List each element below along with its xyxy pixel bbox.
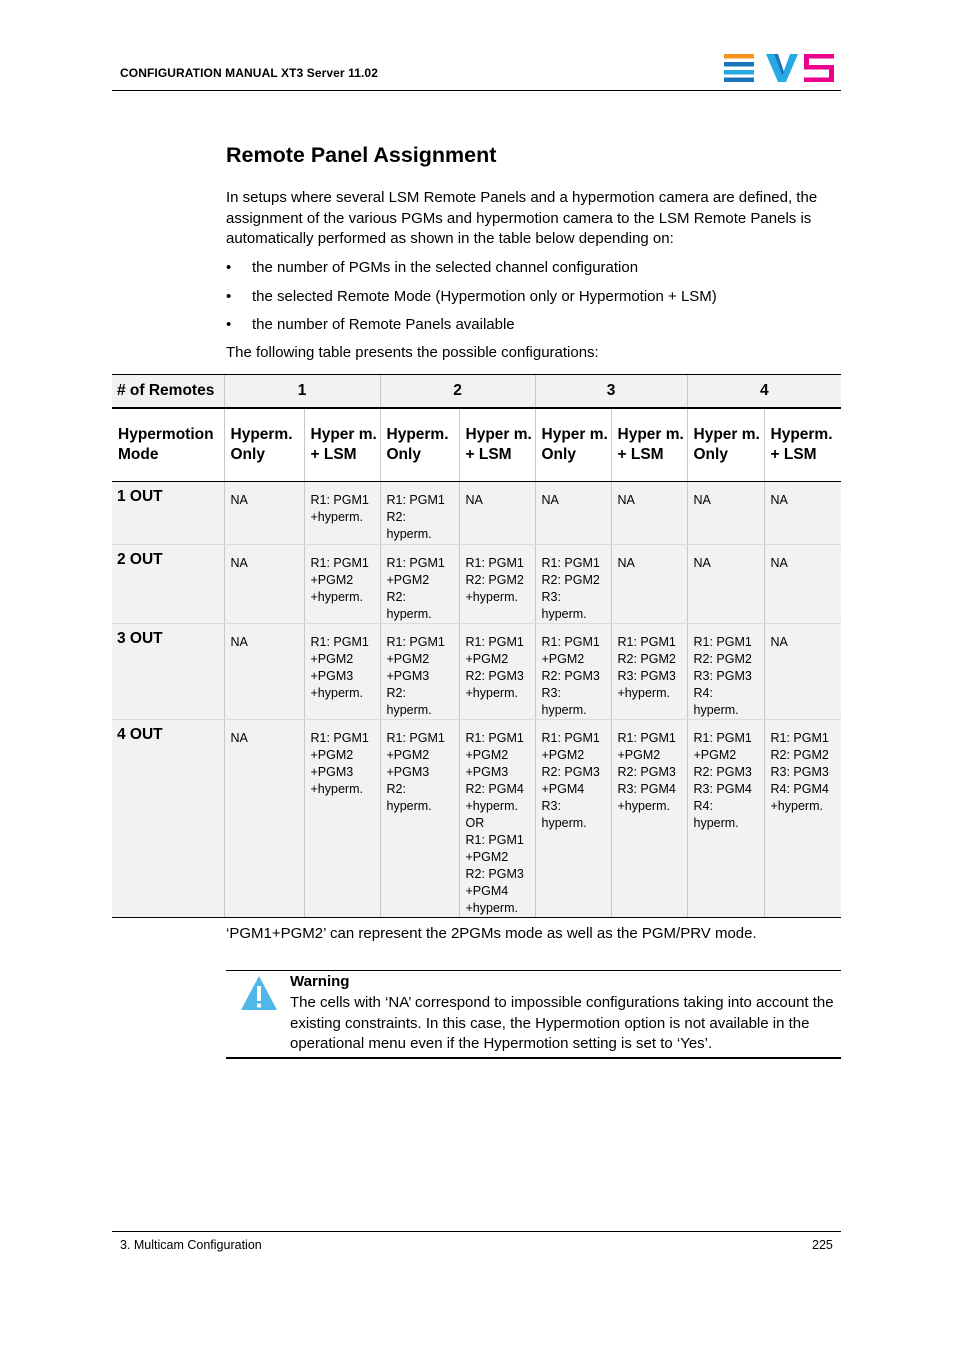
output-label: 2 OUT [112, 545, 224, 624]
footer-rule [112, 1231, 841, 1232]
cell-line: R1: PGM1 [693, 635, 752, 649]
cell-line: +PGM2 [617, 748, 661, 762]
cell-line: hyperm. [386, 607, 432, 621]
cell-line: R2: PGM2 [617, 652, 676, 666]
table-cell [224, 624, 304, 720]
cell-line: R2: PGM3 [693, 765, 752, 779]
table-cell [687, 482, 764, 545]
cell-line: R1: PGM1 [310, 493, 369, 507]
cell-line: NA [230, 493, 248, 507]
cell-line: +hyperm. [310, 686, 363, 700]
cell-line: +PGM2 [465, 748, 509, 762]
cell-line: OR [465, 816, 485, 830]
cell-line: NA [617, 556, 635, 570]
cell-line: +PGM3 [310, 669, 354, 683]
table-cell [535, 482, 611, 545]
cell-line: +PGM2 [386, 573, 430, 587]
cell-line: +PGM2 [541, 748, 585, 762]
cell-line: hyperm. [693, 816, 739, 830]
cell-line: R3: PGM3 [617, 669, 676, 683]
warning-triangle-icon [240, 974, 278, 1012]
table-cell [380, 720, 459, 918]
mode-header-cell: Hyper m. + LSM [304, 408, 380, 482]
cell-line: +hyperm. [310, 510, 363, 524]
table-cell [224, 720, 304, 918]
cell-line: +PGM3 [465, 765, 509, 779]
cell-line: R3: [541, 590, 561, 604]
remotes-count: 1 [224, 375, 380, 409]
table-row [112, 624, 841, 720]
table-cell [611, 545, 687, 624]
cell-line: NA [230, 731, 248, 745]
cell-line: R2: [386, 590, 406, 604]
cell-line: R1: PGM1 [465, 731, 524, 745]
cell-line: R1: PGM1 [310, 635, 369, 649]
table-cell [764, 720, 841, 918]
cell-line: R4: [693, 799, 713, 813]
remotes-header-row [112, 375, 841, 409]
table-cell [687, 624, 764, 720]
table-cell [459, 545, 535, 624]
configuration-table [112, 374, 841, 918]
cell-line: R2: PGM2 [541, 573, 600, 587]
page-number: 225 [812, 1238, 833, 1252]
cell-line: R1: PGM1 [386, 493, 445, 507]
cell-line: R1: PGM1 [617, 731, 676, 745]
cell-line: hyperm. [693, 703, 739, 717]
cell-line: NA [541, 493, 559, 507]
cell-line: R3: PGM4 [617, 782, 676, 796]
cell-line: +hyperm. [770, 799, 823, 813]
cell-line: R4: [693, 686, 713, 700]
table-cell [304, 545, 380, 624]
cell-line: NA [230, 635, 248, 649]
cell-line: +PGM4 [465, 884, 509, 898]
cell-line: R2: PGM3 [465, 669, 524, 683]
table-intro: The following table presents the possible configurations: [226, 344, 599, 361]
cell-line: R3: [541, 799, 561, 813]
header-title: CONFIGURATION MANUAL XT3 Server 11.02 [120, 66, 378, 80]
cell-line: hyperm. [541, 703, 587, 717]
remotes-count: 4 [687, 375, 841, 409]
cell-line: +hyperm. [617, 686, 670, 700]
mode-header-cell: Hyper m. + LSM [459, 408, 535, 482]
table-row [112, 545, 841, 624]
cell-line: R2: [386, 510, 406, 524]
cell-line: R2: PGM3 [541, 669, 600, 683]
footer-section: 3. Multicam Configuration [120, 1238, 262, 1252]
table-cell [459, 482, 535, 545]
cell-line: R3: [541, 686, 561, 700]
cell-line: +PGM2 [465, 850, 509, 864]
cell-line: hyperm. [541, 816, 587, 830]
cell-line: hyperm. [386, 703, 432, 717]
cell-line: R1: PGM1 [386, 731, 445, 745]
table-cell [304, 720, 380, 918]
cell-line: hyperm. [386, 527, 432, 541]
cell-line: NA [770, 493, 788, 507]
mode-header-row [112, 408, 841, 482]
cell-line: R1: PGM1 [465, 556, 524, 570]
cell-line: +PGM4 [541, 782, 585, 796]
bullet-item: • the number of PGMs in the selected channel configuration [226, 259, 639, 276]
table-cell [380, 482, 459, 545]
cell-line: R1: PGM1 [541, 556, 600, 570]
remotes-count: 2 [380, 375, 535, 409]
warning-bottom-rule [226, 1057, 841, 1059]
output-label: 3 OUT [112, 624, 224, 720]
cell-line: R1: PGM1 [770, 731, 829, 745]
table-cell [224, 482, 304, 545]
cell-line: R4: PGM4 [770, 782, 829, 796]
table-cell [764, 624, 841, 720]
cell-line: +PGM2 [310, 748, 354, 762]
cell-line: NA [770, 635, 788, 649]
cell-line: NA [693, 556, 711, 570]
mode-header-cell: Hyperm. Only [224, 408, 304, 482]
cell-line: R3: PGM3 [693, 669, 752, 683]
cell-line: +PGM3 [386, 669, 430, 683]
cell-line: R2: [386, 782, 406, 796]
cell-line: +PGM2 [386, 748, 430, 762]
cell-line: NA [770, 556, 788, 570]
table-cell [459, 624, 535, 720]
table-cell [535, 624, 611, 720]
table-cell [224, 545, 304, 624]
bullet-item: • the selected Remote Mode (Hypermotion only or Hypermotion + LSM) [226, 288, 717, 305]
cell-line: NA [693, 493, 711, 507]
cell-line: hyperm. [386, 799, 432, 813]
cell-line: +PGM2 [386, 652, 430, 666]
warning-title: Warning [290, 973, 350, 990]
cell-line: +hyperm. [465, 686, 518, 700]
cell-line: +hyperm. [465, 590, 518, 604]
table-cell [380, 624, 459, 720]
remotes-label: # of Remotes [112, 375, 224, 409]
cell-line: +PGM3 [386, 765, 430, 779]
cell-line: R2: PGM2 [465, 573, 524, 587]
bullet-icon: • [226, 259, 232, 276]
cell-line: R1: PGM1 [386, 556, 445, 570]
bullet-item: • the number of Remote Panels available [226, 316, 515, 333]
table-cell [304, 482, 380, 545]
evs-logo [724, 52, 836, 82]
cell-line: +PGM3 [310, 765, 354, 779]
cell-line: R1: PGM1 [310, 731, 369, 745]
table-cell [611, 482, 687, 545]
table-row [112, 720, 841, 918]
cell-line: R3: PGM3 [770, 765, 829, 779]
table-cell [611, 720, 687, 918]
header-rule [112, 90, 841, 91]
mode-header-cell: Hyper m. + LSM [611, 408, 687, 482]
cell-line: R1: PGM1 [541, 635, 600, 649]
warning-text: The cells with ‘NA’ correspond to impossible configurations taking into account the existing constraints. In this case, the Hypermotion option is not available in the operational menu even if the Hypermotion setting is set to ‘Yes’. [290, 994, 834, 1052]
cell-line: R2: PGM3 [465, 867, 524, 881]
table-cell [764, 482, 841, 545]
cell-line: +PGM2 [541, 652, 585, 666]
cell-line: R1: PGM1 [310, 556, 369, 570]
cell-line: NA [465, 493, 483, 507]
table-cell [304, 624, 380, 720]
table-cell [687, 545, 764, 624]
remotes-count: 3 [535, 375, 687, 409]
table-cell [380, 545, 459, 624]
table-note: ‘PGM1+PGM2’ can represent the 2PGMs mode as well as the PGM/PRV mode. [226, 925, 757, 942]
bullet-icon: • [226, 288, 232, 305]
mode-header-cell: Hyperm. + LSM [764, 408, 841, 482]
mode-label: Hypermotion Mode [112, 408, 224, 482]
cell-line: +PGM2 [693, 748, 737, 762]
cell-line: hyperm. [541, 607, 587, 621]
cell-line: +hyperm. [310, 590, 363, 604]
cell-line: +hyperm. [465, 901, 518, 915]
cell-line: +hyperm. [465, 799, 518, 813]
cell-line: NA [230, 556, 248, 570]
cell-line: R2: [386, 686, 406, 700]
cell-line: R2: PGM3 [617, 765, 676, 779]
table-cell [535, 720, 611, 918]
cell-line: +PGM2 [465, 652, 509, 666]
table-cell [764, 545, 841, 624]
cell-line: R2: PGM3 [541, 765, 600, 779]
table-cell [611, 624, 687, 720]
cell-line: R2: PGM2 [693, 652, 752, 666]
bullet-icon: • [226, 316, 232, 333]
cell-line: R3: PGM4 [693, 782, 752, 796]
cell-line: +PGM2 [310, 573, 354, 587]
cell-line: R2: PGM2 [770, 748, 829, 762]
cell-line: R1: PGM1 [617, 635, 676, 649]
section-title: Remote Panel Assignment [226, 143, 497, 167]
cell-line: R1: PGM1 [465, 833, 524, 847]
cell-line: +PGM2 [310, 652, 354, 666]
table-cell [459, 720, 535, 918]
cell-line: +hyperm. [617, 799, 670, 813]
cell-line: NA [617, 493, 635, 507]
intro-paragraph: In setups where several LSM Remote Panels and a hypermotion camera are defined, the assignment of the various PGMs and hypermotion camera to the LSM Remote Panels is automatically performed as shown in the table below depending on: [226, 189, 818, 247]
mode-header-cell: Hyperm. Only [380, 408, 459, 482]
cell-line: R1: PGM1 [386, 635, 445, 649]
table-row [112, 482, 841, 545]
warning-top-rule [226, 970, 841, 971]
table-cell [687, 720, 764, 918]
cell-line: R2: PGM4 [465, 782, 524, 796]
mode-header-cell: Hyper m. Only [687, 408, 764, 482]
output-label: 1 OUT [112, 482, 224, 545]
cell-line: R1: PGM1 [465, 635, 524, 649]
cell-line: R1: PGM1 [693, 731, 752, 745]
output-label: 4 OUT [112, 720, 224, 918]
cell-line: R1: PGM1 [541, 731, 600, 745]
table-cell [535, 545, 611, 624]
cell-line: +hyperm. [310, 782, 363, 796]
mode-header-cell: Hyper m. Only [535, 408, 611, 482]
